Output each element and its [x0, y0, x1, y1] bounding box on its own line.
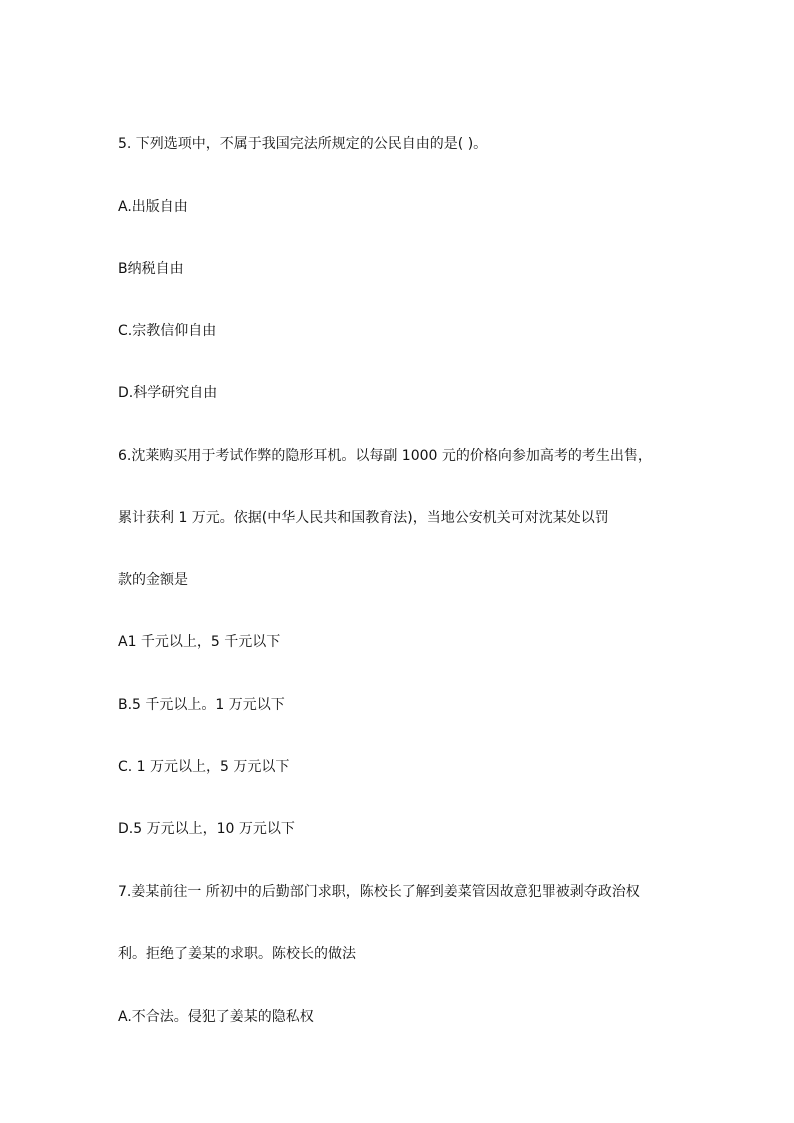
question-5-option-a: A.出版自由: [118, 199, 188, 215]
question-7-stem-line-1: 7.姜某前往一 所初中的后勤部门求职，陈校长了解到姜菜管因故意犯罪被剥夺政治权: [118, 884, 640, 900]
question-7-stem-line-2: 利。拒绝了姜某的求职。陈校长的做法: [118, 946, 356, 962]
question-5-stem: 5. 下列选项中，不属于我国完法所规定的公民自由的是( )。: [118, 136, 488, 152]
question-6-option-d: D.5 万元以上，10 万元以下: [118, 821, 295, 837]
question-5-option-b: B纳税自由: [118, 261, 184, 277]
question-6-option-b: B.5 千元以上。1 万元以下: [118, 697, 285, 713]
question-5-option-d: D.科学研究自由: [118, 385, 218, 401]
question-6-option-a: A1 千元以上，5 千元以下: [118, 634, 281, 650]
question-5-option-c: C.宗教信仰自由: [118, 323, 217, 339]
question-6-stem-line-1: 6.沈莱购买用于考试作弊的隐形耳机。以每副 1000 元的价格向参加高考的考生出售，: [118, 448, 652, 464]
question-6-stem-line-2: 累计获利 1 万元。依据(中华人民共和国教育法)，当地公安机关可对沈某处以罚: [118, 510, 609, 526]
question-6-stem-line-3: 款的金额是: [118, 572, 188, 588]
question-6-option-c: C. 1 万元以上，5 万元以下: [118, 759, 290, 775]
question-7-option-a: A.不合法。侵犯了姜某的隐私权: [118, 1009, 314, 1025]
